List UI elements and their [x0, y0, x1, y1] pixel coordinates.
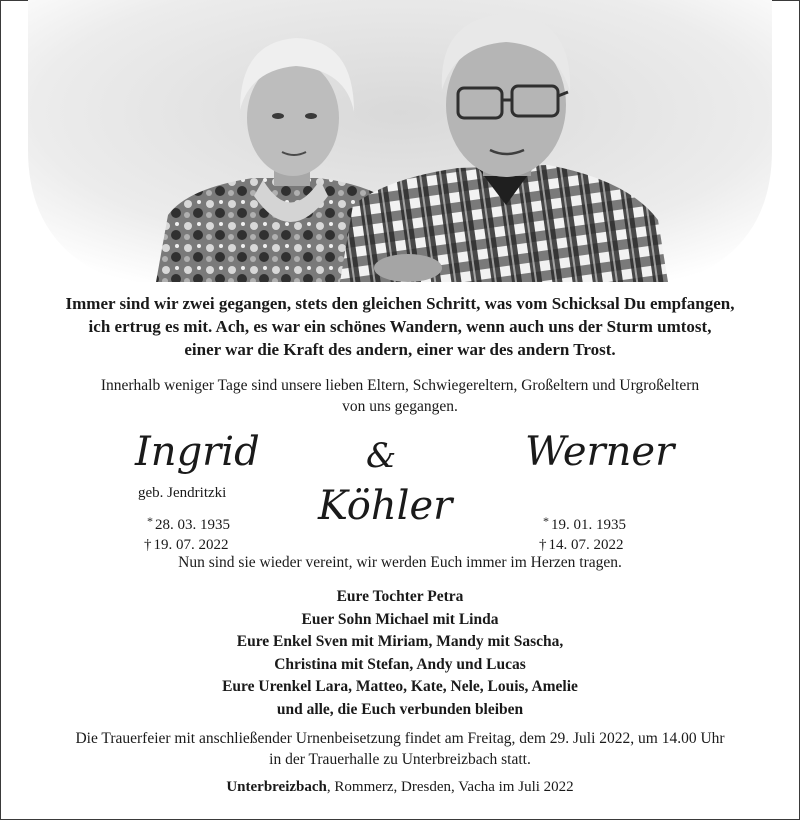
- ingrid-born: [147, 511, 230, 535]
- mourner-line: Eure Enkel Sven mit Miriam, Mandy mit Sascha,: [236, 633, 564, 650]
- couple-photo: [28, 0, 772, 282]
- service-line: Die Trauerfeier mit anschließender Urnenbeisetzung findet am Freitag, dem 29. Juli 2022, um 14.00 Uhr: [75, 730, 725, 747]
- born-date: 28. 03. 1935: [155, 517, 230, 533]
- birth-star-icon: *: [147, 514, 153, 528]
- werner-born: [543, 511, 626, 535]
- mourner-line: Eure Tochter Petra: [336, 588, 464, 605]
- mourners-list: [0, 586, 800, 721]
- werner-died: [539, 535, 624, 555]
- poem-line: Immer sind wir zwei gegangen, stets den gleichen Schritt, was vom Schicksal Du empfangen,: [65, 294, 735, 313]
- died-date: 14. 07. 2022: [548, 537, 624, 553]
- intro-line: von uns gegangen.: [342, 398, 458, 415]
- intro-line: Innerhalb weniger Tage sind unsere lieben Eltern, Schwiegereltern, Großeltern und Urgroßeltern: [100, 377, 700, 394]
- intro-text: [0, 375, 800, 417]
- cross-icon: †: [144, 537, 152, 553]
- ampersand: &: [366, 436, 397, 476]
- funeral-service-info: [0, 728, 800, 770]
- mourner-line: und alle, die Euch verbunden bleiben: [276, 700, 524, 718]
- poem-line: ich ertrug es mit. Ach, es war ein schönes Wandern, wenn auch uns der Sturm umtost,: [88, 317, 712, 336]
- first-name-ingrid: Ingrid: [135, 429, 260, 475]
- service-line: in der Trauerhalle zu Unterbreizbach statt.: [269, 751, 531, 768]
- town-name: Unterbreizbach: [226, 779, 327, 795]
- birth-star-icon: *: [543, 514, 549, 528]
- mourner-line: Christina mit Stefan, Andy und Lucas: [274, 655, 526, 673]
- mourner-line: Eure Urenkel Lara, Matteo, Kate, Nele, Louis, Amelie: [222, 678, 578, 695]
- mourner-line: Euer Sohn Michael mit Linda: [301, 610, 499, 628]
- first-name-werner: Werner: [525, 429, 675, 475]
- birth-name: geb. Jendritzki: [138, 485, 227, 501]
- ingrid-died: [144, 535, 229, 555]
- born-date: 19. 01. 1935: [551, 517, 626, 533]
- place-and-date: [0, 777, 800, 797]
- reunion-text: Nun sind sie wieder vereint, wir werden Euch immer im Herzen tragen.: [178, 554, 622, 571]
- poem-line: einer war die Kraft des andern, einer war des andern Trost.: [184, 340, 616, 359]
- cross-icon: †: [539, 537, 547, 553]
- surname: Köhler: [318, 483, 453, 529]
- place-rest: , Rommerz, Dresden, Vacha im Juli 2022: [326, 779, 574, 795]
- died-date: 19. 07. 2022: [153, 537, 229, 553]
- poem: [0, 292, 800, 361]
